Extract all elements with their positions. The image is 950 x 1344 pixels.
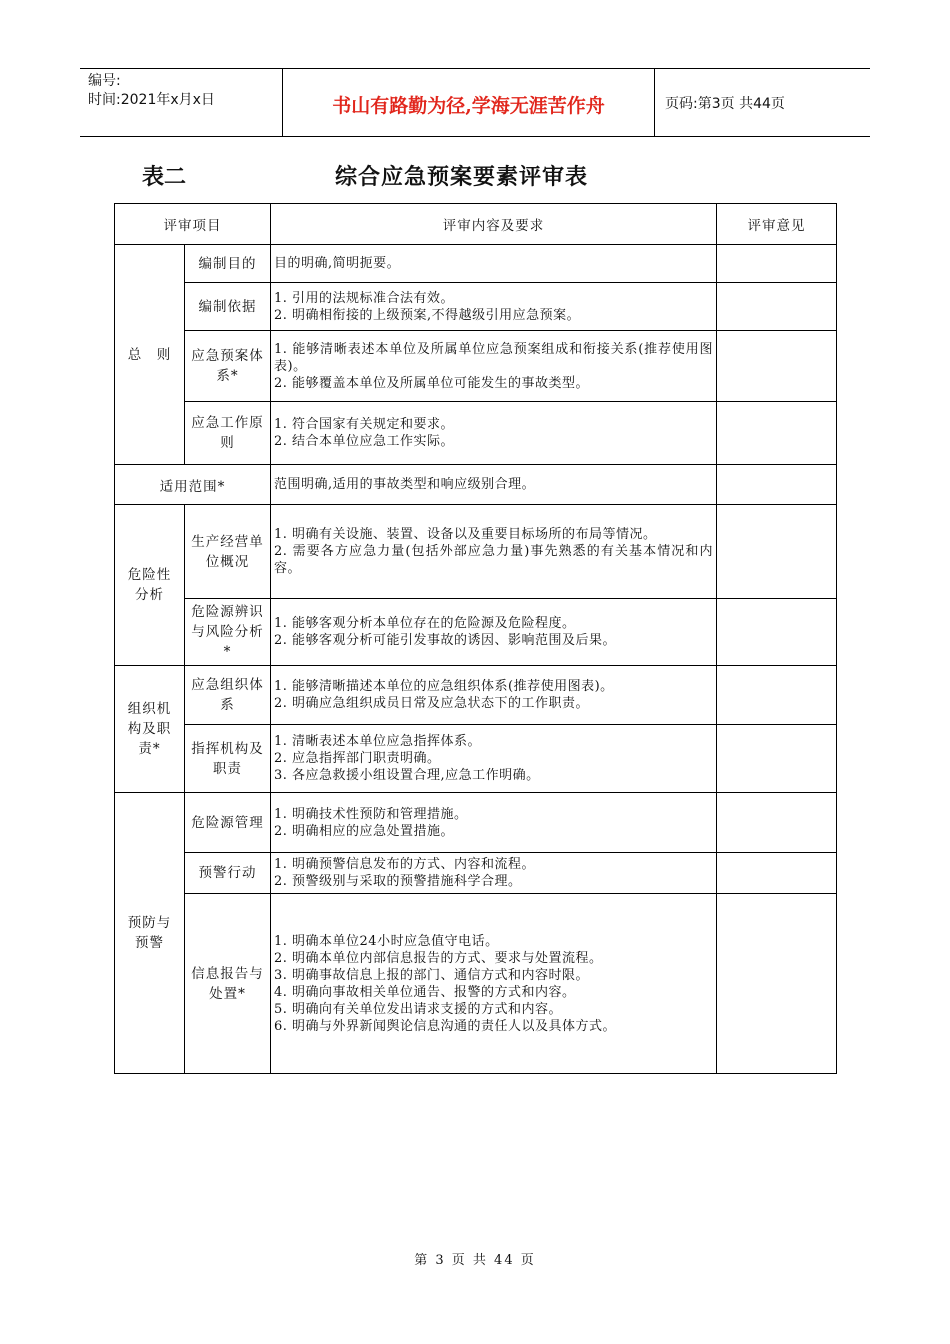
req-line: 3. 各应急救援小组设置合理,应急工作明确。 [274, 768, 540, 783]
table-row [115, 853, 837, 894]
opinion-cell[interactable] [717, 465, 837, 505]
table-row [115, 894, 837, 1074]
category-prevent: 预防与预警 [115, 793, 185, 1074]
req-org-system [271, 666, 717, 725]
req-line: 2. 明确相应的应急处置措施。 [274, 823, 455, 839]
req-line: 1. 能够清晰表述本单位及所属单位应急预案组成和衔接关系(推荐使用图表)。 [274, 341, 713, 374]
opinion-cell[interactable] [717, 725, 837, 793]
req-line: 2. 能够覆盖本单位及所属单位可能发生的事故类型。 [274, 375, 590, 391]
table-row [115, 465, 837, 505]
req-basis [271, 283, 717, 331]
req-line: 2. 预警级别与采取的预警措施科学合理。 [274, 874, 522, 889]
header-requirement: 评审内容及要求 [271, 204, 717, 245]
opinion-cell[interactable] [717, 331, 837, 402]
item-risk: 危险源辨识与风险分析* [185, 599, 271, 666]
header-motto: 书山有路勤为径,学海无涯苦作舟 [332, 95, 605, 117]
opinion-cell[interactable] [717, 505, 837, 599]
req-principle [271, 402, 717, 465]
number-label: 编号: [88, 73, 121, 89]
req-line: 2. 需要各方应急力量(包括外部应急力量)事先熟悉的有关基本情况和内容。 [274, 544, 713, 576]
item-system: 应急预案体系* [185, 331, 271, 402]
req-line: 1. 引用的法规标准合法有效。 [274, 290, 455, 306]
req-line: 2. 能够客观分析可能引发事故的诱因、影响范围及后果。 [274, 633, 617, 648]
req-purpose [271, 245, 717, 283]
req-hazard-mgmt [271, 793, 717, 853]
table-row [115, 331, 837, 402]
item-overview: 生产经营单位概况 [185, 505, 271, 599]
table-row [115, 599, 837, 666]
req-line: 2. 明确应急组织成员日常及应急状态下的工作职责。 [274, 696, 590, 711]
table-row [115, 245, 837, 283]
req-line: 1. 明确技术性预防和管理措施。 [274, 806, 468, 822]
opinion-cell[interactable] [717, 853, 837, 894]
table-row [115, 666, 837, 725]
table-row [115, 283, 837, 331]
req-command [271, 725, 717, 793]
table-row [115, 725, 837, 793]
req-line: 2. 结合本单位应急工作实际。 [274, 434, 455, 449]
req-report [271, 894, 717, 1074]
time-label: 时间:2021年x月x日 [88, 92, 215, 108]
req-line: 5. 明确向有关单位发出请求支援的方式和内容。 [274, 1001, 563, 1017]
category-org: 组织机构及职责* [115, 666, 185, 793]
opinion-cell[interactable] [717, 402, 837, 465]
opinion-cell[interactable] [717, 283, 837, 331]
opinion-cell[interactable] [717, 793, 837, 853]
req-overview [271, 505, 717, 599]
table-header-row [115, 204, 837, 245]
req-line: 2. 明确本单位内部信息报告的方式、要求与处置流程。 [274, 950, 603, 966]
opinion-cell[interactable] [717, 599, 837, 666]
req-line: 6. 明确与外界新闻舆论信息沟通的责任人以及具体方式。 [274, 1018, 617, 1034]
item-org-system: 应急组织体系 [185, 666, 271, 725]
req-line: 1. 明确有关设施、装置、设备以及重要目标场所的布局等情况。 [274, 527, 657, 542]
table-row [115, 505, 837, 599]
page-title: 综合应急预案要素评审表 [335, 164, 589, 190]
req-line: 1. 清晰表述本单位应急指挥体系。 [274, 734, 482, 749]
req-risk [271, 599, 717, 666]
page-footer: 第 3 页 共 44 页 [414, 1253, 536, 1268]
item-command: 指挥机构及职责 [185, 725, 271, 793]
req-line: 1. 能够清晰描述本单位的应急组织体系(推荐使用图表)。 [274, 679, 614, 694]
opinion-cell[interactable] [717, 245, 837, 283]
category-scope: 适用范围* [115, 465, 271, 505]
req-warning [271, 853, 717, 894]
item-warning: 预警行动 [185, 853, 271, 894]
req-line: 目的明确,简明扼要。 [274, 256, 401, 271]
table-row [115, 402, 837, 465]
item-purpose: 编制目的 [185, 245, 271, 283]
req-line: 1. 明确预警信息发布的方式、内容和流程。 [274, 857, 536, 872]
req-line: 1. 符合国家有关规定和要求。 [274, 417, 455, 432]
table-row [115, 793, 837, 853]
req-scope [271, 465, 717, 505]
opinion-cell[interactable] [717, 894, 837, 1074]
header-page-label: 页码:第3页 共44页 [665, 96, 785, 112]
req-line: 2. 应急指挥部门职责明确。 [274, 751, 441, 766]
req-line: 4. 明确向事故相关单位通告、报警的方式和内容。 [274, 984, 576, 1000]
table-number: 表二 [142, 164, 187, 190]
req-line: 1. 能够客观分析本单位存在的危险源及危险程度。 [274, 616, 576, 631]
header-item: 评审项目 [115, 204, 271, 245]
req-line: 1. 明确本单位24小时应急值守电话。 [274, 933, 499, 949]
req-line: 3. 明确事故信息上报的部门、通信方式和内容时限。 [274, 967, 590, 983]
header-opinion: 评审意见 [717, 204, 837, 245]
req-system [271, 331, 717, 402]
category-hazard: 危险性分析 [115, 505, 185, 666]
category-general: 总 则 [115, 245, 185, 465]
header-top-rule [80, 68, 870, 69]
item-report: 信息报告与处置* [185, 894, 271, 1074]
req-line: 2. 明确相衔接的上级预案,不得越级引用应急预案。 [274, 307, 581, 323]
header-bottom-rule [80, 136, 870, 137]
opinion-cell[interactable] [717, 666, 837, 725]
review-table [114, 203, 837, 1074]
item-basis: 编制依据 [185, 283, 271, 331]
header-meta [88, 72, 215, 110]
item-hazard-mgmt: 危险源管理 [185, 793, 271, 853]
header-divider [654, 68, 655, 136]
item-principle: 应急工作原则 [185, 402, 271, 465]
req-line: 范围明确,适用的事故类型和响应级别合理。 [274, 477, 536, 492]
